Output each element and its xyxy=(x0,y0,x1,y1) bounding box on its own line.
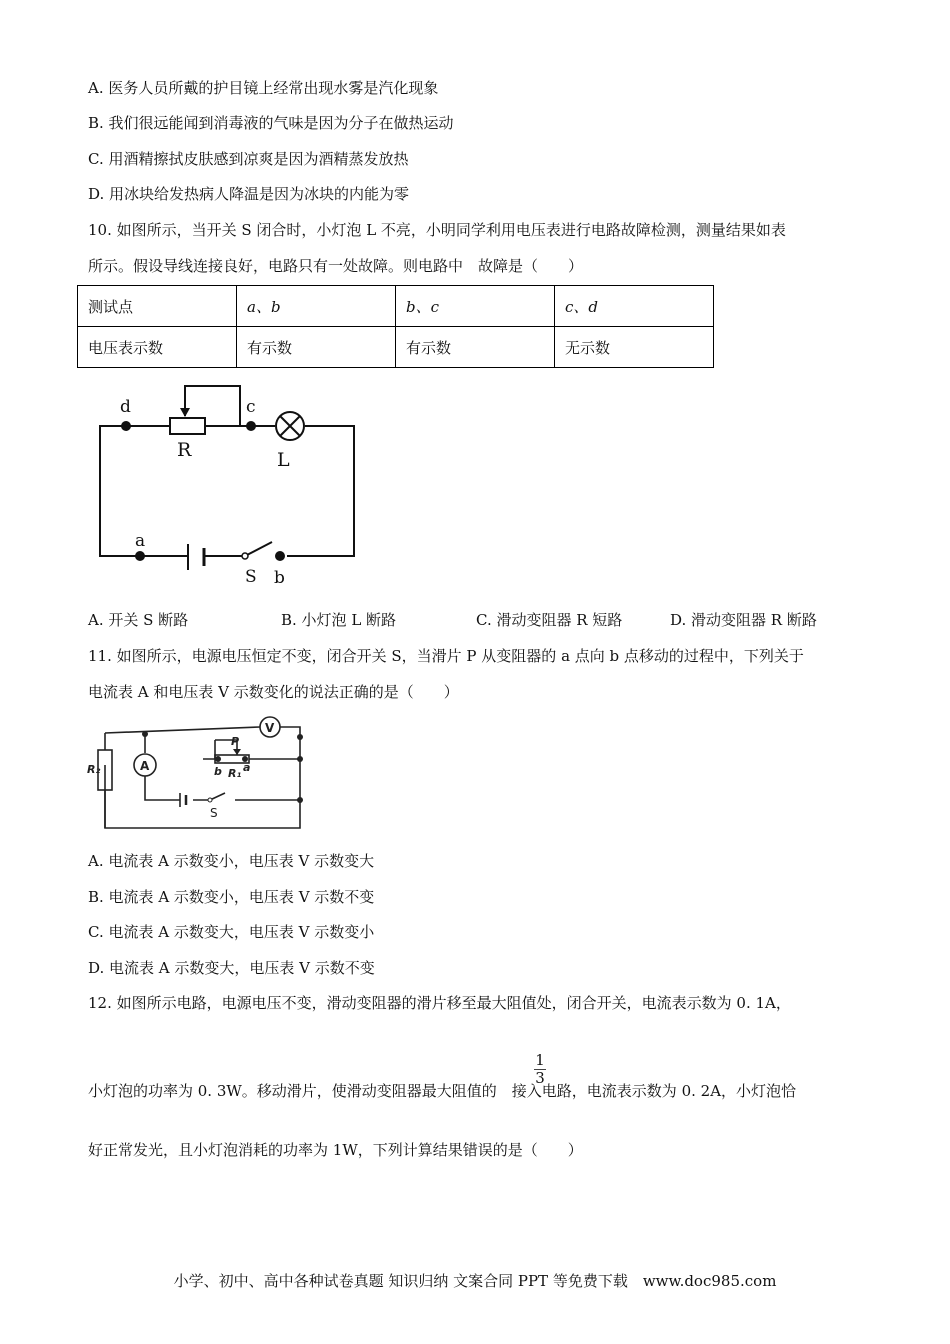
label-c: c xyxy=(246,397,256,417)
q10-option-d: D. 滑动变阻器 R 断路 xyxy=(670,611,817,629)
q10-circuit-diagram xyxy=(90,380,370,590)
q10-stem-line2: 所示。假设导线连接良好，电路只有一处故障。则电路中 故障是（ ） xyxy=(88,257,584,275)
label-s: S xyxy=(210,806,218,820)
q12-stem-line2: 小灯泡的功率为 0. 3W。移动滑片，使滑动变阻器最大阻值的 接入电路，电流表示数为 0. 2A，小灯泡恰 xyxy=(88,1082,797,1100)
table-cell: 测试点 xyxy=(78,286,237,327)
label-v: V xyxy=(265,721,275,735)
label-r1: R₁ xyxy=(228,767,242,780)
table-row xyxy=(78,327,714,368)
fraction-numerator: 1 xyxy=(535,1051,545,1069)
q11-circuit-diagram xyxy=(85,715,310,835)
label-s: S xyxy=(245,567,257,587)
q10-option-c: C. 滑动变阻器 R 短路 xyxy=(476,611,623,629)
q10-option-b: B. 小灯泡 L 断路 xyxy=(281,611,397,629)
table-cell: a、b xyxy=(237,286,396,327)
q9-option-a: A. 医务人员所戴的护目镜上经常出现水雾是汽化现象 xyxy=(88,79,439,97)
table-cell: 有示数 xyxy=(396,327,555,368)
label-r: R xyxy=(177,439,192,461)
q11-option-a: A. 电流表 A 示数变小，电压表 V 示数变大 xyxy=(88,852,375,870)
q11-option-c: C. 电流表 A 示数变大，电压表 V 示数变小 xyxy=(88,923,375,941)
q11-stem-line2: 电流表 A 和电压表 V 示数变化的说法正确的是（ ） xyxy=(88,683,459,701)
label-d: d xyxy=(120,397,131,417)
label-b: b xyxy=(274,568,285,588)
q11-option-b: B. 电流表 A 示数变小，电压表 V 示数不变 xyxy=(88,888,375,906)
q9-option-d: D. 用冰块给发热病人降温是因为冰块的内能为零 xyxy=(88,185,410,203)
q10-option-a: A. 开关 S 断路 xyxy=(88,611,189,629)
label-r2: R₂ xyxy=(87,763,101,776)
q10-stem-line1: 10. 如图所示，当开关 S 闭合时，小灯泡 L 不亮，小明同学利用电压表进行电路故障检测，测量结果如表 xyxy=(88,221,786,239)
table-row xyxy=(78,286,714,327)
q10-result-table xyxy=(77,285,714,368)
table-cell: b、c xyxy=(396,286,555,327)
table-cell: 有示数 xyxy=(237,327,396,368)
label-p: P xyxy=(231,735,240,748)
q9-option-b: B. 我们很远能闻到消毒液的气味是因为分子在做热运动 xyxy=(88,114,454,132)
table-cell: 电压表示数 xyxy=(78,327,237,368)
table-cell: 无示数 xyxy=(555,327,714,368)
label-b: b xyxy=(214,765,222,778)
q12-stem-line3: 好正常发光，且小灯泡消耗的功率为 1W，下列计算结果错误的是（ ） xyxy=(88,1141,583,1159)
q9-option-c: C. 用酒精擦拭皮肤感到凉爽是因为酒精蒸发放热 xyxy=(88,150,409,168)
label-a-meter: A xyxy=(140,759,150,773)
q12-stem-line1: 12. 如图所示电路，电源电压不变，滑动变阻器的滑片移至最大阻值处，闭合开关，电流表示数为 0. 1A， xyxy=(88,994,791,1012)
fraction-denominator: 3 xyxy=(535,1069,545,1087)
q11-option-d: D. 电流表 A 示数变大，电压表 V 示数不变 xyxy=(88,959,375,977)
label-l: L xyxy=(277,449,290,471)
page-footer: 小学、初中、高中各种试卷真题 知识归纳 文案合同 PPT 等免费下载 www.doc985.com xyxy=(173,1272,777,1290)
label-a: a xyxy=(243,761,251,774)
label-a: a xyxy=(135,531,146,551)
q11-stem-line1: 11. 如图所示，电源电压恒定不变，闭合开关 S，当滑片 P 从变阻器的 a 点向 b 点移动的过程中，下列关于 xyxy=(88,647,804,665)
table-cell: c、d xyxy=(555,286,714,327)
